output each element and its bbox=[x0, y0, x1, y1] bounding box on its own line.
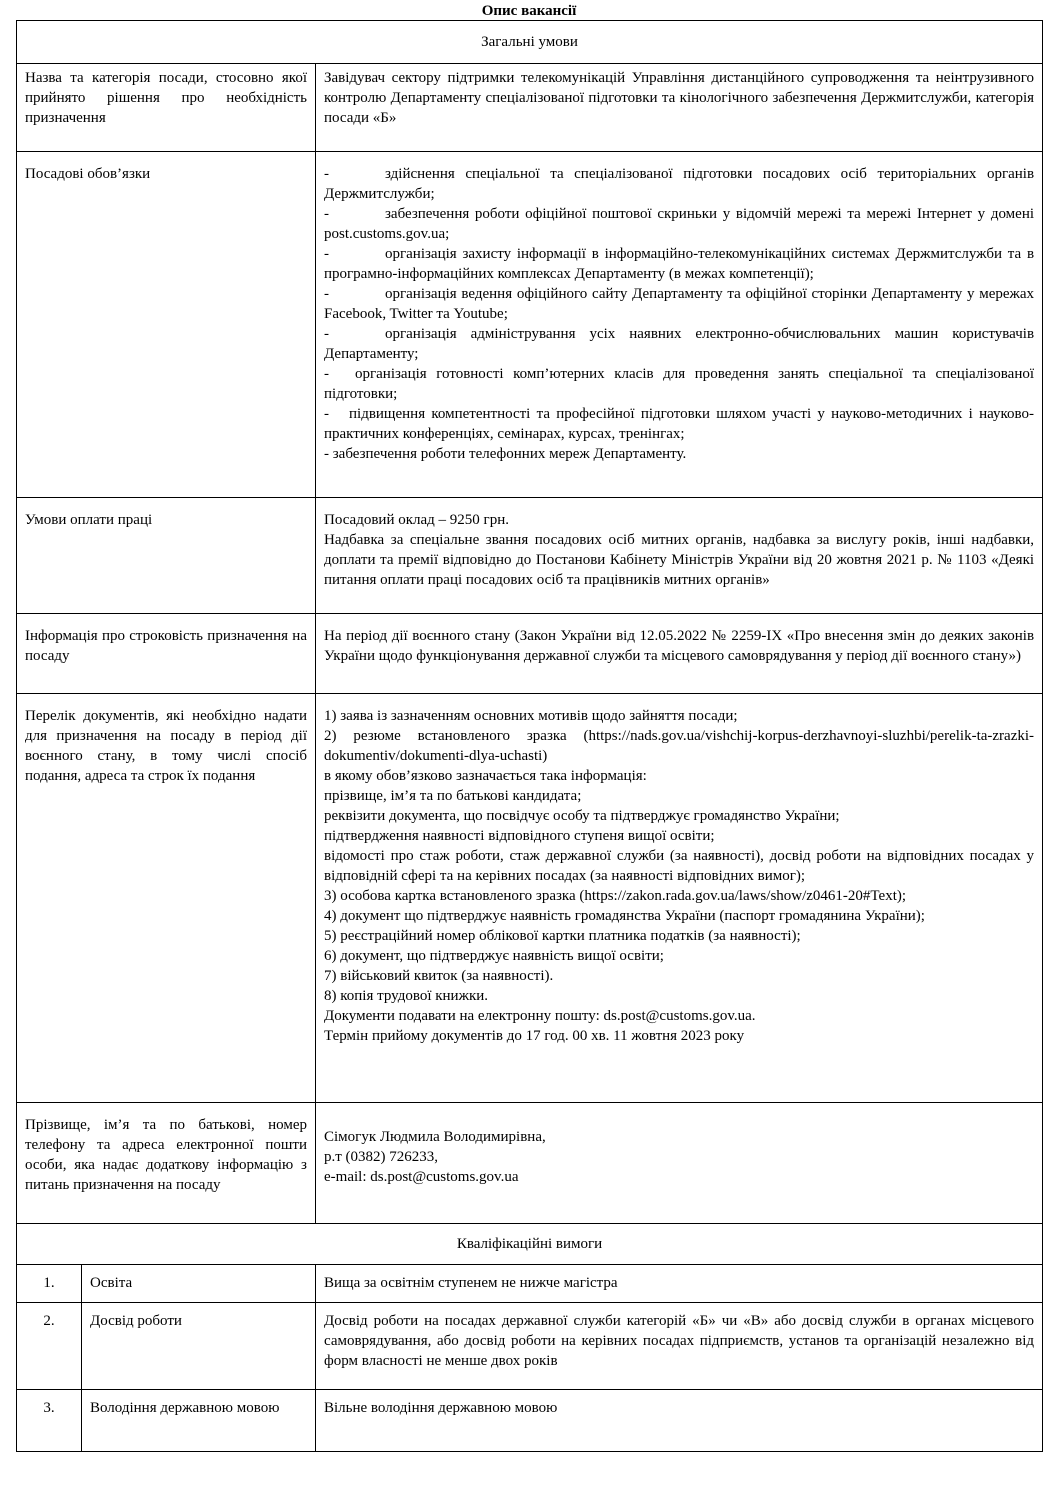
duty-text: організація готовності комп’ютерних класів для проведення занять спеціальної та спеціалізованої підготовки; bbox=[324, 366, 1035, 402]
qual-value: Вища за освітнім ступенем не нижче магістра bbox=[316, 1265, 1043, 1303]
contact-email: e-mail: ds.post@customs.gov.ua bbox=[324, 1169, 519, 1185]
documents-list bbox=[316, 694, 1043, 1103]
position-label: Назва та категорія посади, стосовно якої прийнято рішення про необхідність призначення bbox=[17, 64, 316, 152]
duty-item bbox=[324, 204, 1034, 244]
documents-row bbox=[17, 694, 1043, 1103]
document-line: підтвердження наявності відповідного ступеня вищої освіти; bbox=[324, 828, 715, 844]
duty-item bbox=[324, 244, 1034, 284]
document-line: 2) резюме встановленого зразка (https://nads.gov.ua/vishchij-korpus-derzhavnoyi-sluzhbi/perelik-ta-zrazki-dokumentiv/dokumenti-dlya-uchasti) bbox=[324, 728, 1035, 764]
salary-label: Умови оплати праці bbox=[17, 498, 316, 614]
page-title: Опис вакансії bbox=[481, 3, 577, 19]
duty-text: підвищення компетентності та професійної підготовки шляхом участі у науково-методичних і науково-практичних конференціях, семінарах, курсах, тренінгах; bbox=[324, 406, 1035, 442]
general-section-row bbox=[17, 21, 1043, 64]
duty-dash: - bbox=[324, 246, 329, 262]
document-line: 5) реєстраційний номер облікової картки платника податків (за наявності); bbox=[324, 928, 801, 944]
duty-text: організація адміністрування усіх наявних електронно-обчислювальних машин користувачів Департаменту; bbox=[324, 326, 1035, 362]
duty-text: забезпечення роботи офіційної поштової скриньки у відомчій мережі та мережі Інтернет у домені post.customs.gov.ua; bbox=[324, 206, 1035, 242]
qual-label: Досвід роботи bbox=[82, 1303, 316, 1390]
duties-label: Посадові обов’язки bbox=[17, 152, 316, 498]
document-line: Термін прийому документів до 17 год. 00 хв. 11 жовтня 2023 року bbox=[324, 1028, 745, 1044]
qual-number: 3. bbox=[17, 1390, 82, 1452]
qual-number: 1. bbox=[17, 1265, 82, 1303]
general-section-title: Загальні умови bbox=[17, 21, 1043, 64]
duty-item bbox=[324, 284, 1034, 324]
qual-row bbox=[17, 1390, 1043, 1452]
document-line: 7) військовий квиток (за наявності). bbox=[324, 968, 554, 984]
salary-value bbox=[316, 498, 1043, 614]
duty-dash: - bbox=[324, 326, 329, 342]
document-line: прізвище, ім’я та по батькові кандидата; bbox=[324, 788, 582, 804]
position-value: Завідувач сектору підтримки телекомунікацій Управління дистанційного супроводження та неінтрузивного контролю Департаменту спеціалізованої підготовки та кінологічного забезпечення Держмитслужби, категорія посади «Б» bbox=[316, 64, 1043, 152]
document-line: 6) документ, що підтверджує наявність вищої освіти; bbox=[324, 948, 664, 964]
duty-dash: - bbox=[324, 166, 329, 182]
duty-item bbox=[324, 444, 1034, 464]
term-row bbox=[17, 614, 1043, 694]
document-line: реквізити документа, що посвідчує особу та підтверджує громадянство України; bbox=[324, 808, 840, 824]
qual-number: 2. bbox=[17, 1303, 82, 1390]
contact-value bbox=[316, 1103, 1043, 1224]
qual-row bbox=[17, 1303, 1043, 1390]
salary-row bbox=[17, 498, 1043, 614]
duties-row bbox=[17, 152, 1043, 498]
documents-label: Перелік документів, які необхідно надати для призначення на посаду в період дії воєнного стану, в тому числі спосіб подання, адреса та строк їх подання bbox=[17, 694, 316, 1103]
contact-row bbox=[17, 1103, 1043, 1224]
document-line: відомості про стаж роботи, стаж державної служби (за наявності), досвід роботи на відповідних посадах у відповідній сфері та на керівних посадах (за наявності відповідних вимог); bbox=[324, 848, 1035, 884]
duty-item bbox=[324, 364, 1034, 404]
qual-section-title: Кваліфікаційні вимоги bbox=[17, 1224, 1043, 1265]
duty-item bbox=[324, 324, 1034, 364]
term-label: Інформація про строковість призначення на посаду bbox=[17, 614, 316, 694]
duty-dash: - bbox=[324, 406, 329, 422]
qual-section-row bbox=[17, 1224, 1043, 1265]
document-line: Документи подавати на електронну пошту: ds.post@customs.gov.ua. bbox=[324, 1008, 756, 1024]
qual-label: Освіта bbox=[82, 1265, 316, 1303]
position-row bbox=[17, 64, 1043, 152]
salary-base: Посадовий оклад – 9250 грн. bbox=[324, 512, 509, 528]
qual-label: Володіння державною мовою bbox=[82, 1390, 316, 1452]
vacancy-table bbox=[16, 20, 1043, 1452]
qual-value: Досвід роботи на посадах державної служби категорій «Б» чи «В» або досвід служби в органах місцевого самоврядування, або досвід роботи на керівних посадах підприємств, установ та організацій незалежно від форм власності не менше двох років bbox=[316, 1303, 1043, 1390]
qual-value: Вільне володіння державною мовою bbox=[316, 1390, 1043, 1452]
document-line: 8) копія трудової книжки. bbox=[324, 988, 489, 1004]
salary-bonuses: Надбавка за спеціальне звання посадових осіб митних органів, надбавка за вислугу років, інші надбавки, доплати та премії відповідно до Постанови Кабінету Міністрів України від 20 жовтня 2021 р. № 1103 «Деякі питання оплати праці посадових осіб та працівників митних органів» bbox=[324, 532, 1035, 588]
contact-name: Сімогук Людмила Володимирівна, bbox=[324, 1129, 546, 1145]
duty-text: - забезпечення роботи телефонних мереж Департаменту. bbox=[324, 446, 687, 462]
document-line: 1) заява із зазначенням основних мотивів щодо зайняття посади; bbox=[324, 708, 738, 724]
duty-item bbox=[324, 164, 1034, 204]
qual-row bbox=[17, 1265, 1043, 1303]
document-line: 3) особова картка встановленого зразка (https://zakon.rada.gov.ua/laws/show/z0461-20#Text); bbox=[324, 888, 907, 904]
contact-label: Прізвище, ім’я та по батькові, номер телефону та адреса електронної пошти особи, яка надає додаткову інформацію з питань призначення на посаду bbox=[17, 1103, 316, 1224]
duty-dash: - bbox=[324, 366, 329, 382]
document-line: в якому обов’язково зазначається така інформація: bbox=[324, 768, 647, 784]
duty-text: здійснення спеціальної та спеціалізованої підготовки посадових осіб територіальних органів Держмитслужби; bbox=[324, 166, 1035, 202]
duty-dash: - bbox=[324, 286, 329, 302]
duty-text: організація захисту інформації в інформаційно-телекомунікаційних системах Держмитслужби та в програмно-інформаційних комплексах Департаменту (в межах компетенції); bbox=[324, 246, 1035, 282]
duty-dash: - bbox=[324, 206, 329, 222]
term-value: На період дії воєнного стану (Закон України від 12.05.2022 № 2259-IX «Про внесення змін до деяких законів України щодо функціонування державної служби та місцевого самоврядування у період дії воєнного стану») bbox=[316, 614, 1043, 694]
duty-text: організація ведення офіційного сайту Департаменту та офіційної сторінки Департаменту у мережах Facebook, Twitter та Youtube; bbox=[324, 286, 1035, 322]
document-line: 4) документ що підтверджує наявність громадянства України (паспорт громадянина України); bbox=[324, 908, 925, 924]
duties-list bbox=[316, 152, 1043, 498]
duty-item bbox=[324, 404, 1034, 444]
contact-phone: р.т (0382) 726233, bbox=[324, 1149, 439, 1165]
